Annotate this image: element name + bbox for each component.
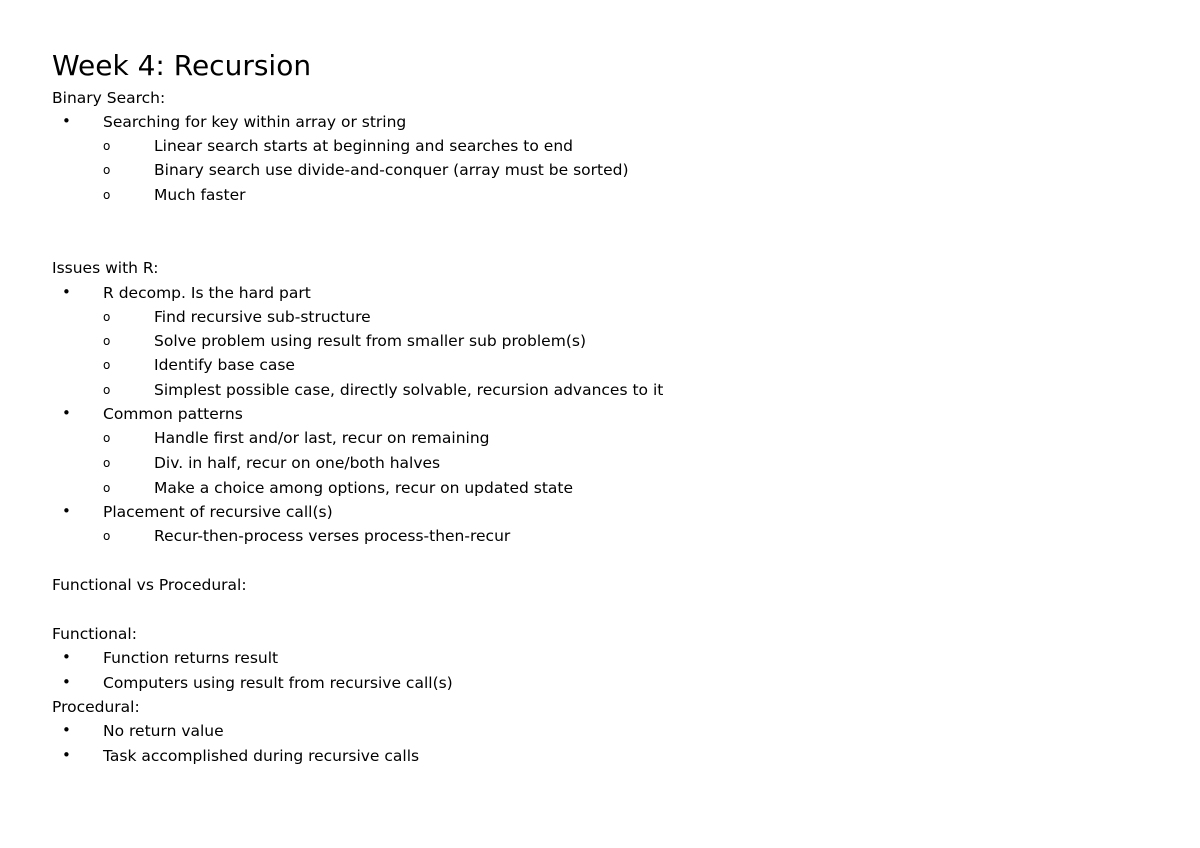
sub-bullet-marker: o <box>103 358 111 372</box>
bullet-item: Computers using result from recursive call(s) <box>103 674 453 692</box>
bullet-item: Function returns result <box>103 649 279 667</box>
sub-bullet-item: Linear search starts at beginning and searches to end <box>154 137 573 155</box>
bullet-marker: • <box>62 112 71 130</box>
sub-bullet-item: Div. in half, recur on one/both halves <box>154 454 441 472</box>
sub-bullet-marker: o <box>103 163 111 177</box>
sub-bullet-marker: o <box>103 456 111 470</box>
section-heading-functional-vs-procedural: Functional vs Procedural: <box>52 576 247 594</box>
sub-bullet-marker: o <box>103 188 111 202</box>
sub-bullet-marker: o <box>103 529 111 543</box>
sub-bullet-marker: o <box>103 139 111 153</box>
bullet-marker: • <box>62 283 71 301</box>
sub-bullet-item: Solve problem using result from smaller sub problem(s) <box>154 332 586 350</box>
sub-bullet-item: Identify base case <box>154 356 295 374</box>
bullet-item: Searching for key within array or string <box>103 113 407 131</box>
bullet-marker: • <box>62 746 71 764</box>
section-heading-procedural: Procedural: <box>52 698 140 716</box>
bullet-item: No return value <box>103 722 224 740</box>
bullet-item: Placement of recursive call(s) <box>103 503 333 521</box>
sub-bullet-item: Recur-then-process verses process-then-recur <box>154 527 511 545</box>
sub-bullet-item: Find recursive sub-structure <box>154 308 371 326</box>
page-title: Week 4: Recursion <box>52 49 312 82</box>
bullet-marker: • <box>62 721 71 739</box>
sub-bullet-marker: o <box>103 383 111 397</box>
section-heading-functional: Functional: <box>52 625 137 643</box>
bullet-marker: • <box>62 673 71 691</box>
section-heading-binary-search: Binary Search: <box>52 89 166 107</box>
sub-bullet-marker: o <box>103 310 111 324</box>
sub-bullet-marker: o <box>103 334 111 348</box>
sub-bullet-marker: o <box>103 431 111 445</box>
sub-bullet-item: Handle first and/or last, recur on remaining <box>154 429 490 447</box>
bullet-marker: • <box>62 404 71 422</box>
sub-bullet-item: Binary search use divide-and-conquer (array must be sorted) <box>154 161 629 179</box>
bullet-item: R decomp. Is the hard part <box>103 284 311 302</box>
bullet-item: Task accomplished during recursive calls <box>103 747 420 765</box>
section-heading-issues: Issues with R: <box>52 259 159 277</box>
bullet-item: Common patterns <box>103 405 243 423</box>
bullet-marker: • <box>62 648 71 666</box>
bullet-marker: • <box>62 502 71 520</box>
sub-bullet-marker: o <box>103 481 111 495</box>
sub-bullet-item: Simplest possible case, directly solvable, recursion advances to it <box>154 381 664 399</box>
sub-bullet-item: Much faster <box>154 186 246 204</box>
sub-bullet-item: Make a choice among options, recur on updated state <box>154 479 574 497</box>
